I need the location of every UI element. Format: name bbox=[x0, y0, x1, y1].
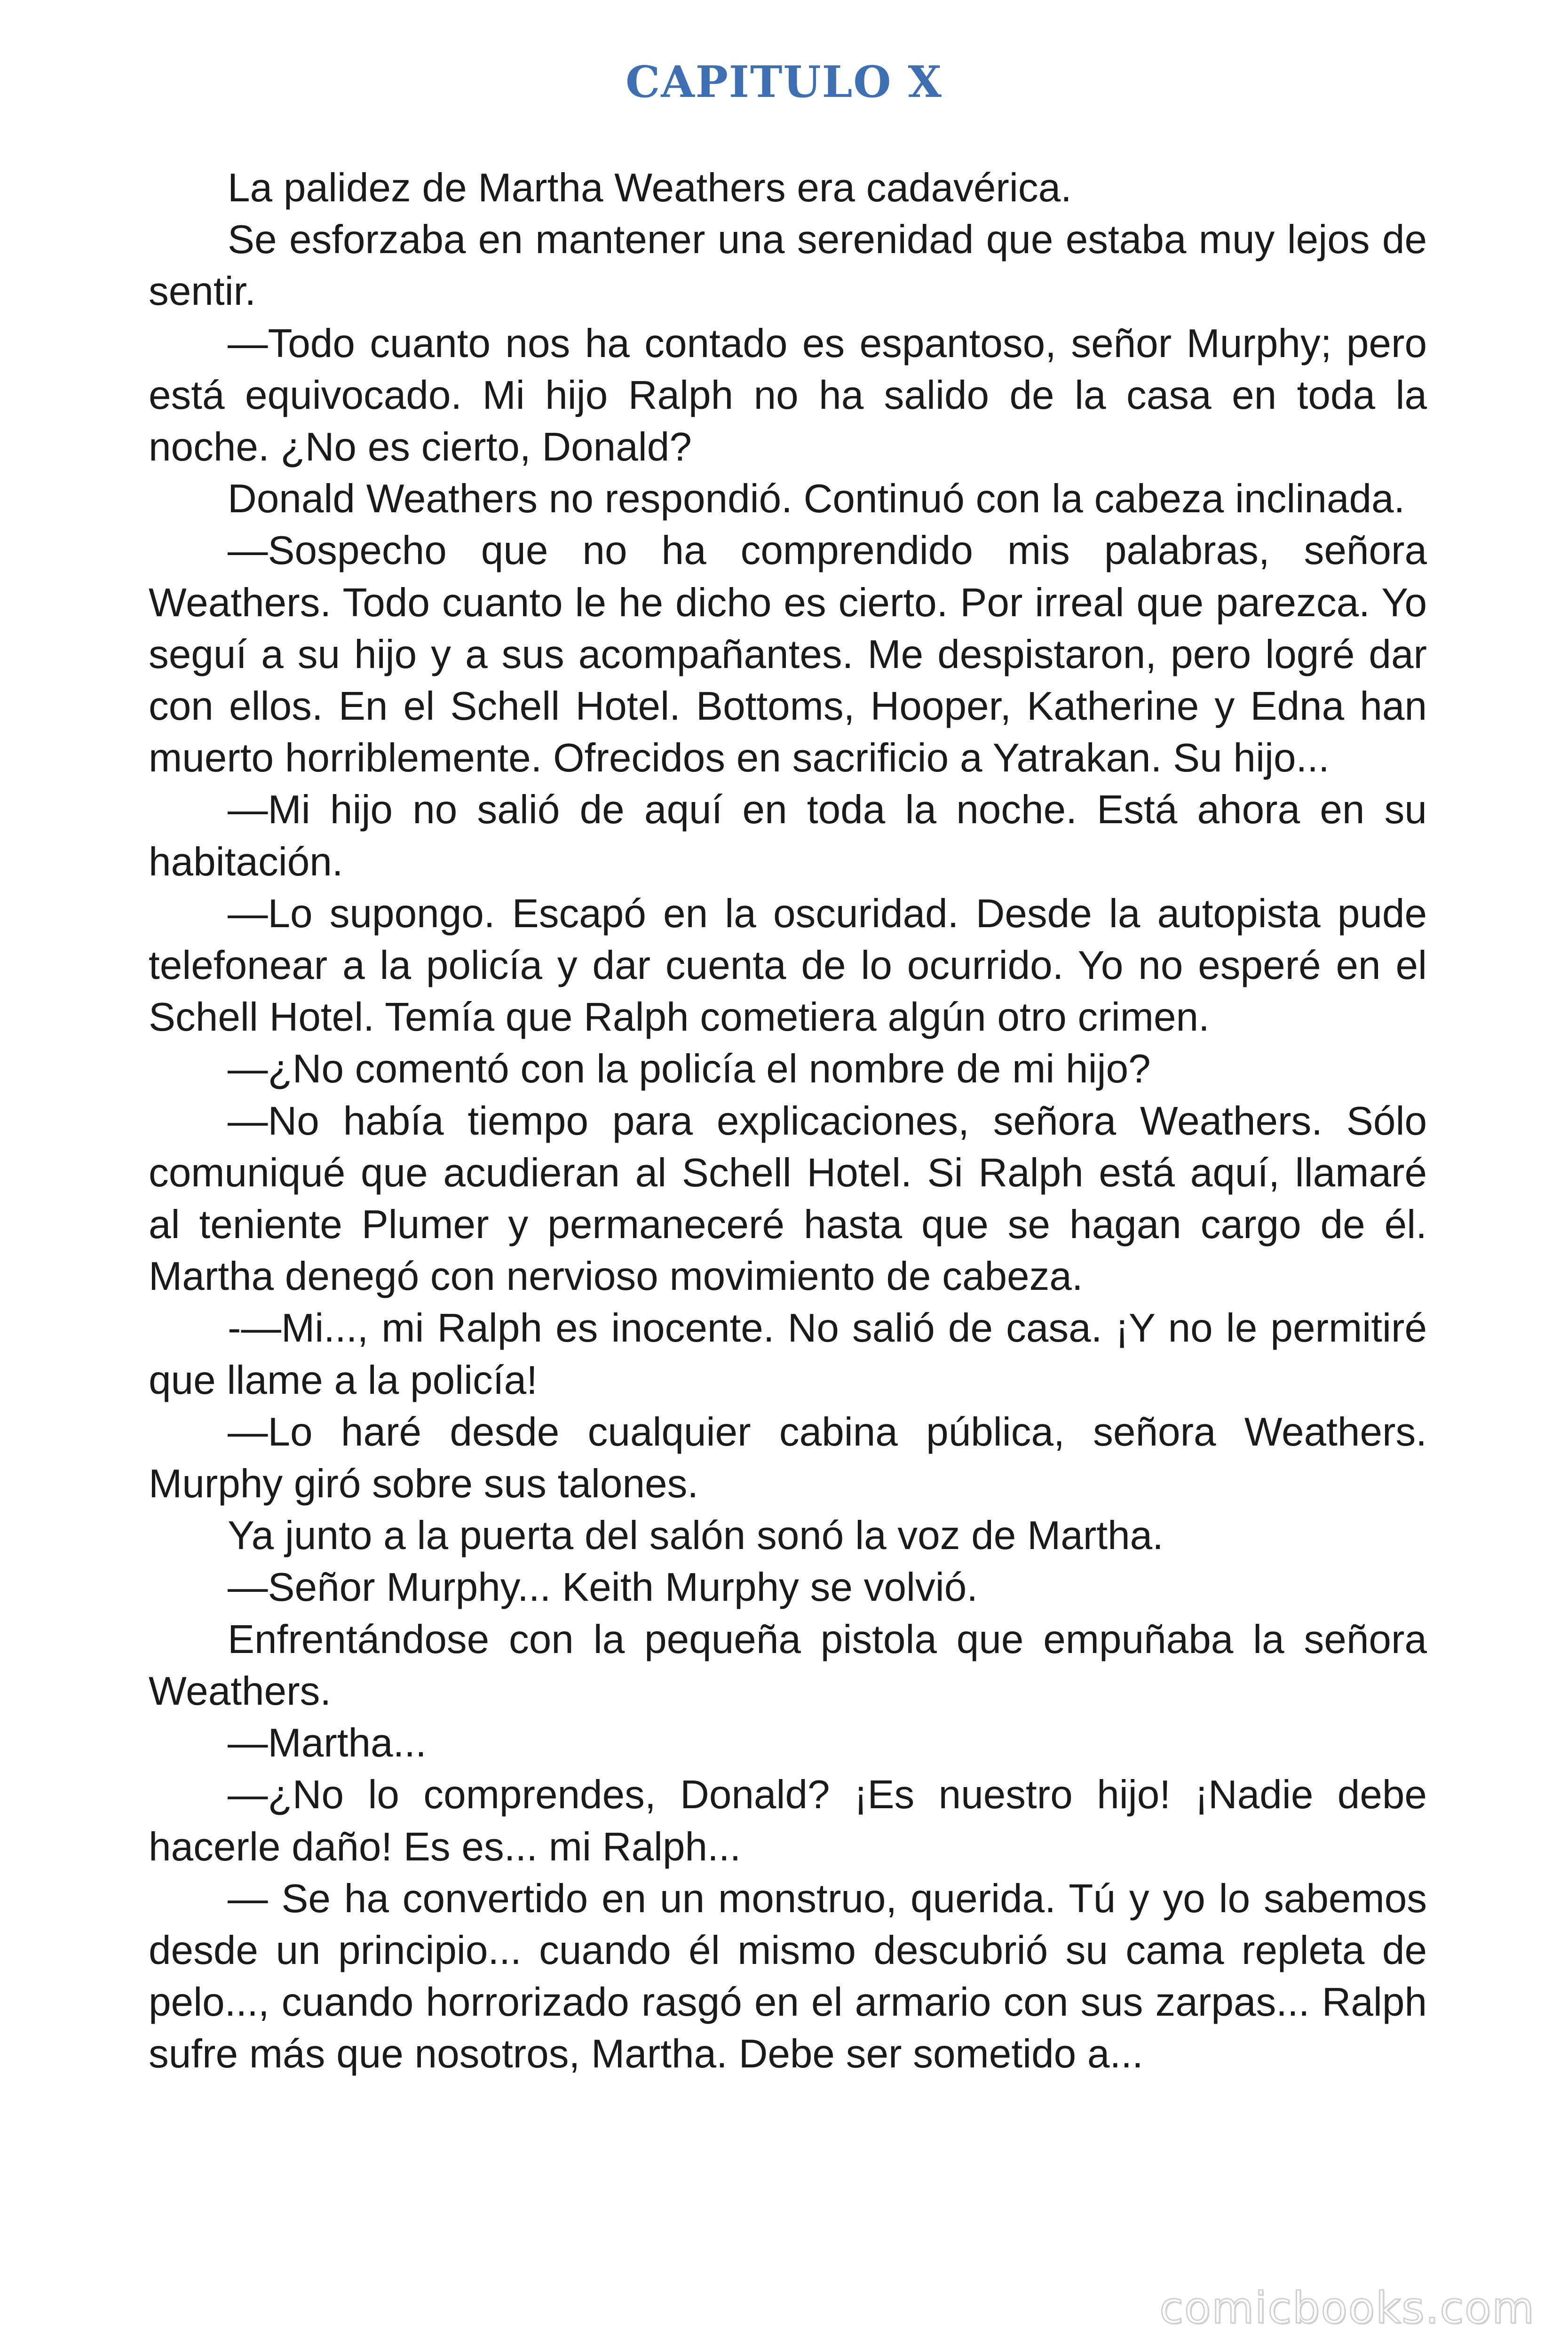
chapter-body bbox=[149, 162, 1427, 2081]
paragraph: —No había tiempo para explicaciones, señora Weathers. Sólo comuniqué que acudieran al Schell Hotel. Si Ralph está aquí, llamaré al teniente Plumer y permaneceré hasta que se hagan cargo de él. Martha denegó con nervioso movimiento de cabeza. bbox=[149, 1098, 1427, 1299]
watermark-logo: comicbooks.com bbox=[1159, 2283, 1535, 2333]
paragraph: —¿No comentó con la policía el nombre de mi hijo? bbox=[228, 1047, 1151, 1092]
paragraph: —Señor Murphy... Keith Murphy se volvió. bbox=[228, 1565, 978, 1610]
paragraph: —¿No lo comprendes, Donald? ¡Es nuestro hijo! ¡Nadie debe hacerle daño! Es es... mi Ralph... bbox=[149, 1772, 1427, 1869]
paragraph: Se esforzaba en mantener una serenidad que estaba muy lejos de sentir. bbox=[149, 217, 1427, 314]
paragraph: — Se ha convertido en un monstruo, querida. Tú y yo lo sabemos desde un principio... cuando él mismo descubrió su cama repleta de pelo..., cuando horrorizado rasgó en el armario con sus zarpas... Ralph sufre más que nosotros, Martha. Debe ser sometido a... bbox=[149, 1876, 1427, 2077]
chapter-title: CAPITULO X bbox=[626, 56, 942, 107]
paragraph: —Lo haré desde cualquier cabina pública, señora Weathers. Murphy giró sobre sus talones. bbox=[149, 1409, 1427, 1507]
paragraph: Enfrentándose con la pequeña pistola que empuñaba la señora Weathers. bbox=[149, 1617, 1427, 1714]
paragraph: —Sospecho que no ha comprendido mis palabras, señora Weathers. Todo cuanto le he dicho es cierto. Por irreal que parezca. Yo seguí a su hijo y a sus acompañantes. Me despistaron, pero logré dar con ellos. En el Schell Hotel. Bottoms, Hooper, Katherine y Edna han muerto horriblemente. Ofrecidos en sacrificio a Yatrakan. Su hijo... bbox=[149, 528, 1427, 781]
paragraph: —Todo cuanto nos ha contado es espantoso, señor Murphy; pero está equivocado. Mi hijo Ralph no ha salido de la casa en toda la noche. ¿No es cierto, Donald? bbox=[149, 321, 1427, 470]
paragraph: Ya junto a la puerta del salón sonó la voz de Martha. bbox=[228, 1513, 1164, 1558]
paragraph: -—Mi..., mi Ralph es inocente. No salió de casa. ¡Y no le permitiré que llame a la policía! bbox=[149, 1306, 1427, 1403]
paragraph: La palidez de Martha Weathers era cadavérica. bbox=[228, 166, 1072, 210]
paragraph: Donald Weathers no respondió. Continuó con la cabeza inclinada. bbox=[228, 477, 1405, 522]
paragraph: —Martha... bbox=[228, 1721, 427, 1766]
paragraph: —Mi hijo no salió de aquí en toda la noche. Está ahora en su habitación. bbox=[149, 787, 1427, 884]
paragraph: —Lo supongo. Escapó en la oscuridad. Desde la autopista pude telefonear a la policía y dar cuenta de lo ocurrido. Yo no esperé en el Schell Hotel. Temía que Ralph cometiera algún otro crimen. bbox=[149, 891, 1427, 1040]
